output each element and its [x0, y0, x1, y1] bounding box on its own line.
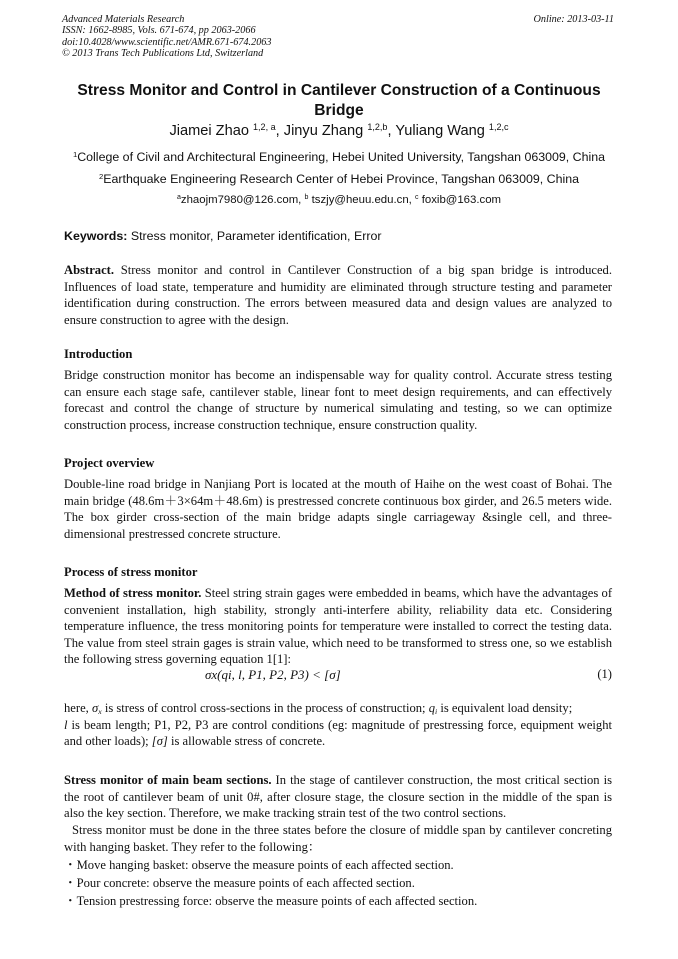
email-link[interactable]: foxib@163.com: [421, 194, 502, 206]
paper-title: [60, 81, 618, 121]
abstract: [64, 262, 612, 328]
author-marks: 1,2, a: [253, 122, 276, 133]
method-paragraph: [64, 585, 612, 668]
issn-line: ISSN: 1662-8985, Vols. 671-674, pp 2063-2066: [62, 25, 256, 37]
beam-sections-label: Stress monitor of main beam sections.: [64, 773, 272, 787]
bullet-dot: ・: [64, 876, 77, 890]
introduction-text: Bridge construction monitor has become an indispensable way for quality control. Accurate stress testing can ensure each stage safe, cantilever stable, linear font to meet design requirements, and can effectively forecast and control the change of structure by numerical simulating and testing, so we can optimize construction process, increase construction technique, ensure construction quality.: [64, 368, 612, 432]
email-link[interactable]: tszjy@heuu.edu.cn,: [311, 194, 412, 206]
author-marks: 1,2,c: [488, 122, 509, 133]
keywords-text: Stress monitor, Parameter identification, Error: [130, 229, 382, 243]
author-list: Jiamei Zhao $^{1,2, a}$, Jinyu Zhang $^{1,2,b}$, Yuliang Wang $^{1,2,c}$: [169, 122, 509, 139]
method-text: Steel string strain gages were embedded in beams, which have the advantages of convenient installation, high stability, strongly anti-interfere ability, reliability data etc. Considering temperature influence, the tress monitoring points for temperature were installed to correct the testing data. The value from steel strain gages is strain value, which need to be transformed to stress one, so we establish the following stress governing equation 1: [64, 586, 613, 667]
author-name: Jiamei Zhao: [169, 123, 249, 139]
l-symbol: l: [64, 717, 68, 732]
affiliation-2: $^2$Earthquake Engineering Research Center of Hebei Province, Tangshan 063009, China: [98, 171, 580, 186]
citation-link[interactable]: [1]:: [272, 652, 291, 667]
affiliation-1: $^1$College of Civil and Architectural Engineering, Hebei United University, Tangshan 063009, China: [72, 149, 606, 164]
abstract-text: Stress monitor and control in Cantilever Construction of a big span bridge is introduced. Influences of load state, temperature and humidity are eliminated through structure testing and parameter identification during construction. The errors between measured data and design values are analyzed to ensure construction to agree with the design.: [64, 263, 612, 327]
doi-line: doi:10.4028/www.scientific.net/AMR.671-674.2063: [62, 36, 272, 48]
equation-number: (1): [597, 667, 612, 681]
keywords: [64, 229, 381, 243]
beam-sections-paragraph: [64, 772, 612, 822]
overview-text: Double-line road bridge in Nanjiang Port is located at the mouth of Haihe on the west coast of Bohai. The main bridge (48.6m＋3×64m＋48.6m) is prestressed concrete continuous box girder, and 26.5 meters wide. The box girder cross-section of the main bridge adapts single carriageway &single cell, and three-dimensional prestressed concrete structure.: [64, 477, 612, 541]
allowable-sigma-symbol: [σ]: [151, 734, 168, 749]
author-name: Jinyu Zhang: [283, 123, 364, 139]
bullet-item: ・Pour concrete: observe the measure points of each affected section.: [64, 876, 415, 890]
bullet-item: ・Tension prestressing force: observe the measure points of each affected section.: [64, 894, 478, 908]
bullet-dot: ・: [64, 894, 77, 908]
running-header: [62, 14, 271, 59]
journal-name: Advanced Materials Research: [62, 14, 185, 25]
author-marks: 1,2,b: [367, 122, 388, 133]
qi-symbol: $q_i$: [428, 701, 438, 716]
title-line-1: Stress Monitor and Control in Cantilever Construction of a Continuous: [77, 82, 601, 99]
section-heading-introduction: Introduction: [64, 347, 133, 361]
sigma-x-symbol: $\sigma_x$: [91, 701, 102, 716]
stress-equation: σx(qi, l, P1, P2, P3) < [σ]: [205, 667, 341, 682]
copyright-line: © 2013 Trans Tech Publications Ltd, Switzerland: [62, 47, 264, 59]
section-heading-overview: Project overview: [64, 456, 155, 470]
bullet-dot: ・: [64, 858, 77, 872]
email-list: $^a$zhaojm7980@126.com, $^b$ tszjy@heuu.edu.cn, $^c$ foxib@163.com: [176, 194, 502, 206]
three-states-text: Stress monitor must be done in the three states before the closure of middle span by cantilever concreting with hanging basket. They refer to the following：: [64, 823, 612, 854]
beam-sections-text: In the stage of cantilever construction, the most critical section is the root of cantilever beam of unit 0#, after closure stage, the closure section in the middle of the span is also the key section. Therefore, we make tracking strain test of the two control sections.: [64, 773, 612, 821]
author-name: Yuliang Wang: [395, 123, 485, 139]
online-date: Online: 2013-03-11: [533, 14, 614, 25]
method-label: Method of stress monitor.: [64, 586, 202, 600]
keywords-label: Keywords:: [64, 229, 128, 243]
bullet-item: ・Move hanging basket: observe the measure points of each affected section.: [64, 858, 454, 872]
section-heading-process: Process of stress monitor: [64, 565, 198, 579]
variable-definitions: here, $\sigma_x$ is stress of control cross-sections in the process of construction; $q_i$ is equivalent load density; l is beam length; P1, P2, P3 are control conditions (eg: magnitude of prestressing force, equipment weight and other loads); [σ] is allowable stress of concrete.: [64, 701, 613, 749]
email-link[interactable]: zhaojm7980@126.com,: [180, 194, 302, 206]
abstract-label: Abstract.: [64, 263, 115, 277]
title-line-2: Bridge: [314, 102, 364, 119]
